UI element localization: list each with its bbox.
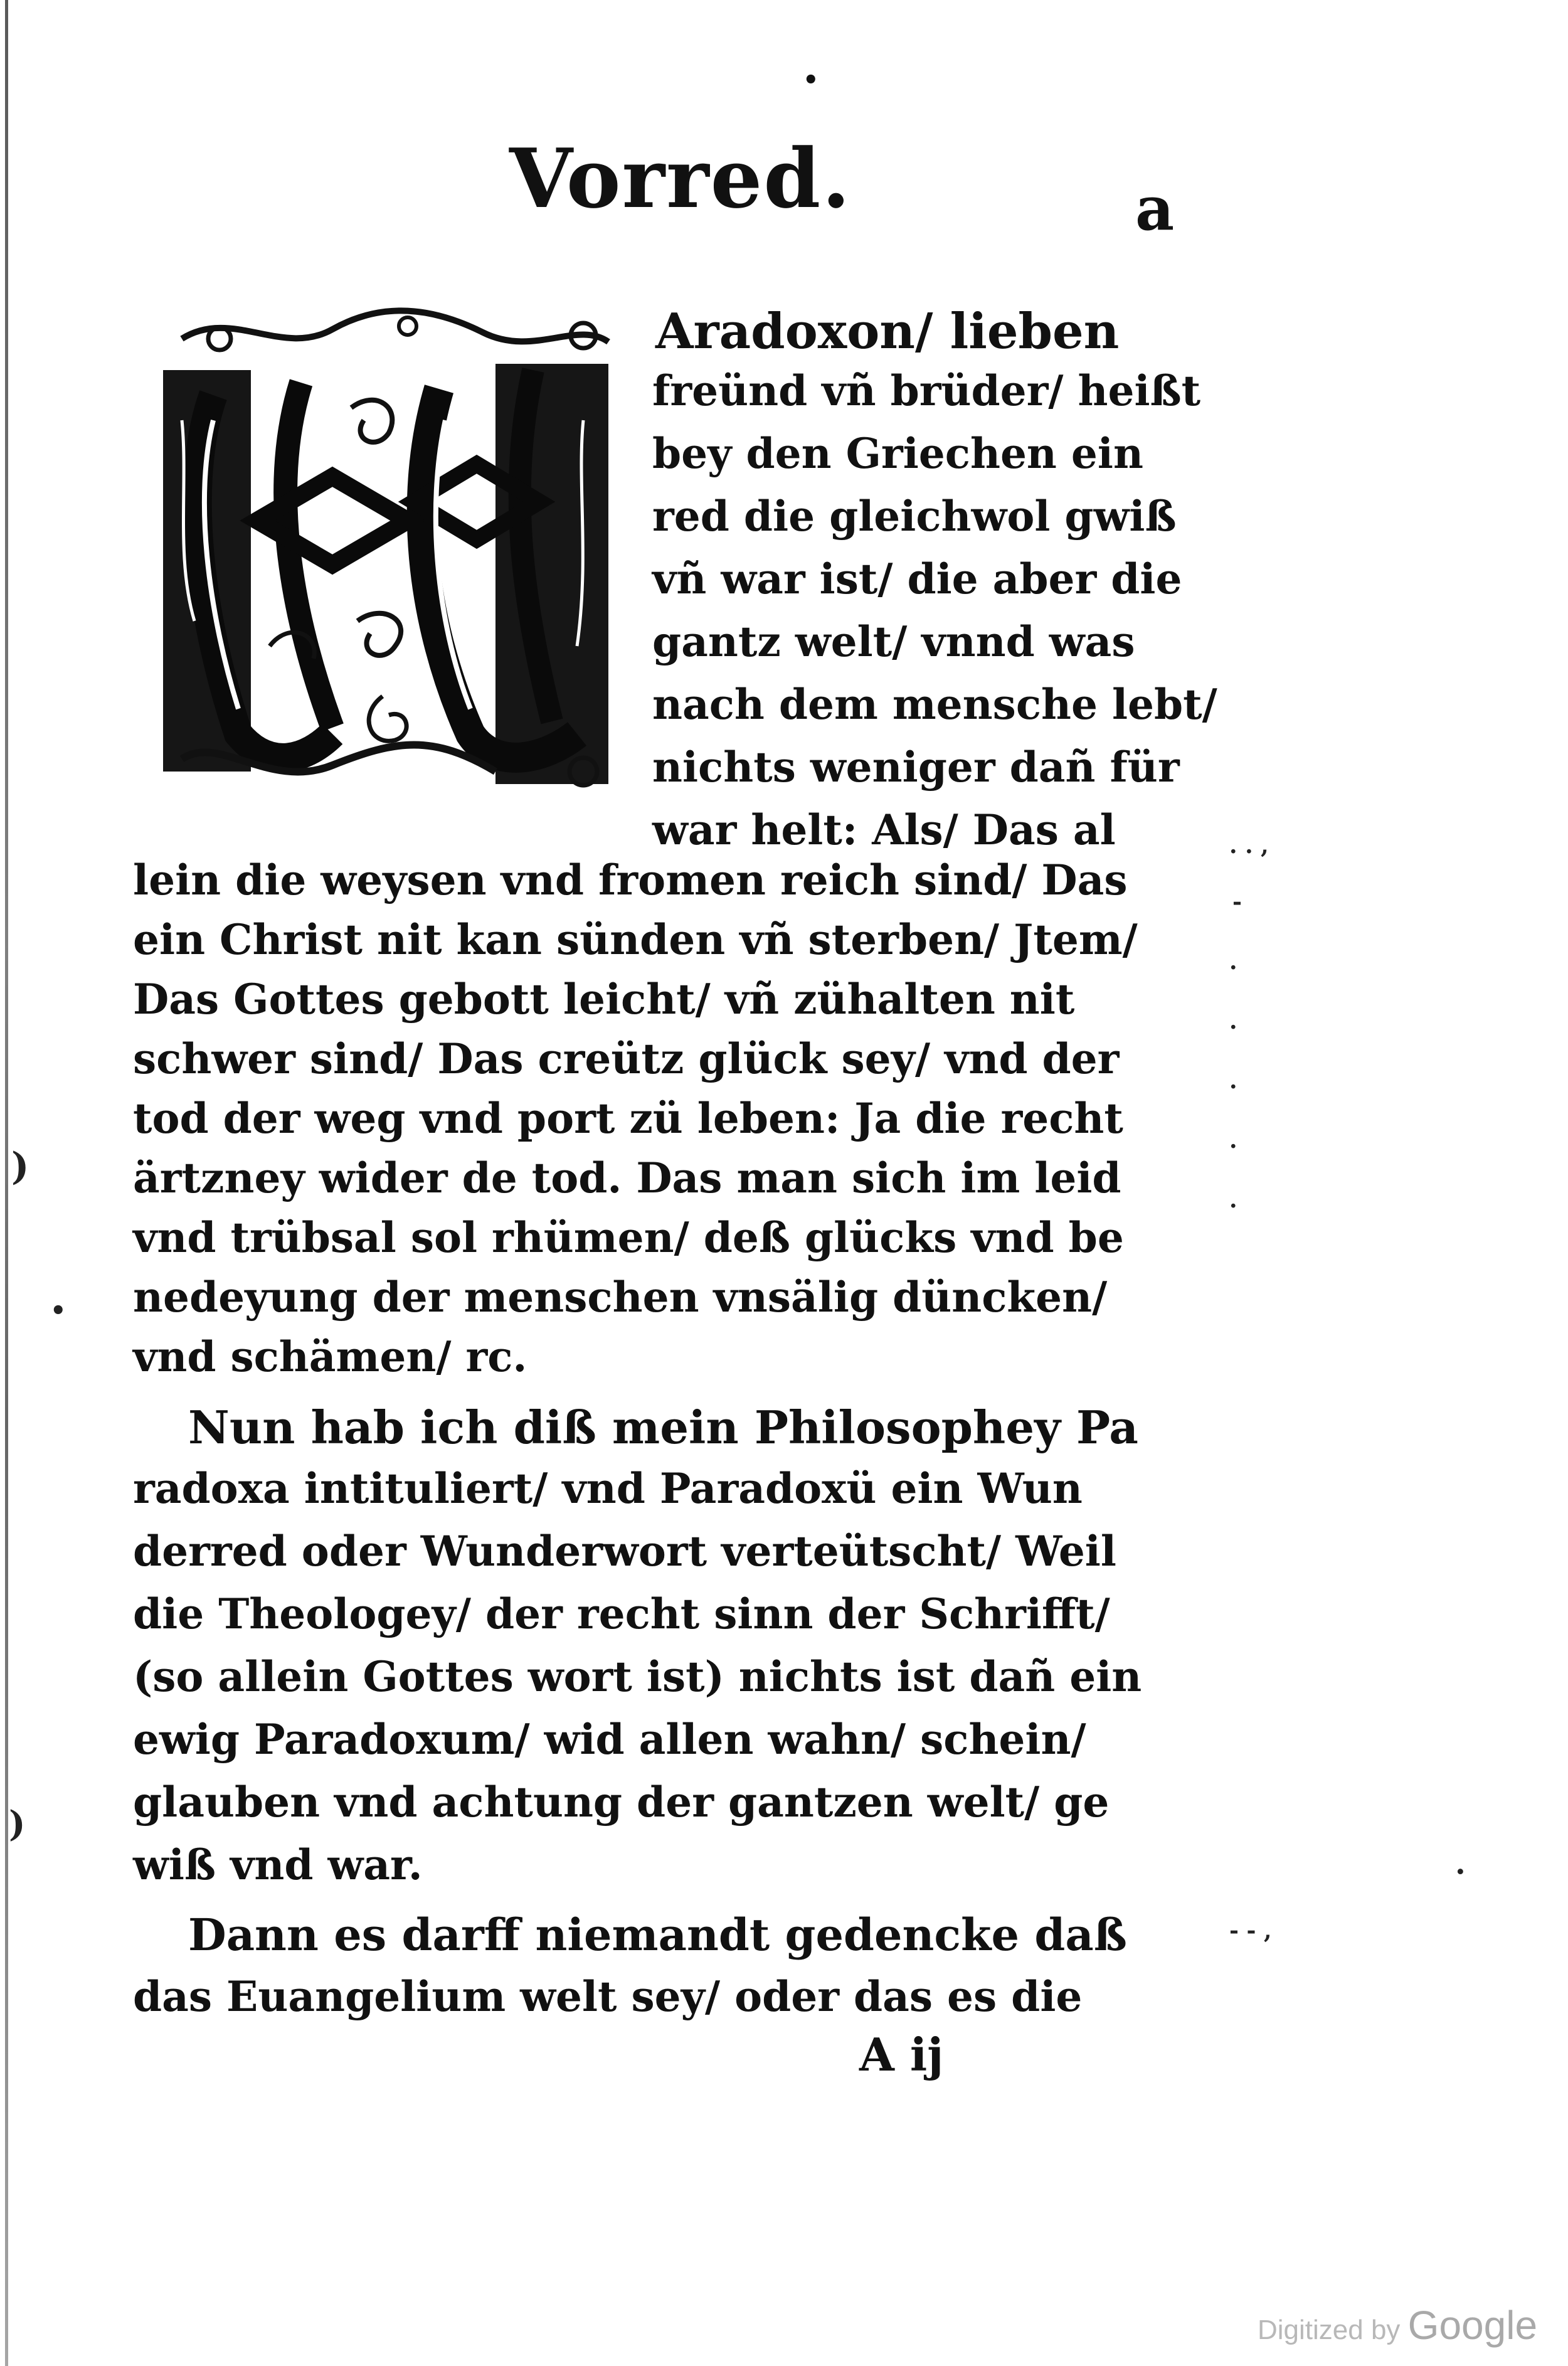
text-line: vnd schämen/ rc. xyxy=(133,1332,527,1381)
text-line: Nun hab ich diß mein Philosophey Pa xyxy=(188,1401,1138,1454)
digitized-watermark xyxy=(1258,2302,1537,2348)
running-head: Vorred. xyxy=(509,130,852,226)
text-line: glauben vnd achtung der gantzen welt/ ge xyxy=(133,1778,1110,1827)
text-line: lein die weysen vnd fromen reich sind/ Das xyxy=(133,856,1128,904)
text-line: derred oder Wunderwort verteütscht/ Weil xyxy=(133,1527,1116,1576)
text-line: ärtzney wider de tod. Das man sich im leid xyxy=(133,1154,1121,1202)
margin-speck: . xyxy=(1229,1187,1237,1213)
margin-speck: . xyxy=(1229,1068,1237,1094)
text-line: ein Christ nit kan sünden vñ sterben/ Jtem/ xyxy=(133,915,1138,964)
margin-speck: - - , xyxy=(1229,1918,1272,1944)
margin-speck: . xyxy=(1229,1008,1237,1034)
digitized-prefix: Digitized by xyxy=(1258,2315,1401,2345)
margin-speck: · xyxy=(1455,1854,1466,1889)
text-line: Aradoxon/ lieben xyxy=(655,303,1120,360)
text-line: Das Gottes gebott leicht/ vñ zühalten nit xyxy=(133,975,1075,1024)
text-line: (so allein Gottes wort ist) nichts ist dañ ein xyxy=(133,1652,1142,1701)
text-line: nach dem mensche lebt/ xyxy=(652,680,1217,729)
text-line: schwer sind/ Das creütz glück sey/ vnd der xyxy=(133,1034,1120,1083)
text-line: ewig Paradoxum/ wid allen wahn/ schein/ xyxy=(133,1715,1086,1764)
text-line: die Theologey/ der recht sinn der Schrifft/ xyxy=(133,1589,1110,1638)
signature-mark: A ij xyxy=(859,2028,944,2081)
top-printer-mark: • xyxy=(803,65,819,95)
google-wordmark: Google xyxy=(1407,2303,1538,2348)
text-line: vñ war ist/ die aber die xyxy=(652,554,1182,603)
margin-speck: . . , xyxy=(1229,832,1269,859)
margin-speck: - xyxy=(1232,889,1242,915)
text-line: bey den Griechen ein xyxy=(652,429,1143,478)
text-line: red die gleichwol gwiß xyxy=(652,492,1177,541)
margin-speck: . xyxy=(1229,1127,1237,1154)
text-line: Dann es darff niemandt gedencke daß xyxy=(188,1909,1127,1961)
margin-speck: ) xyxy=(11,1145,29,1189)
text-line: war helt: Als/ Das al xyxy=(652,805,1116,854)
text-line: nedeyung der menschen vnsälig düncken/ xyxy=(133,1273,1108,1322)
text-line: radoxa intituliert/ vnd Paradoxü ein Wun xyxy=(133,1464,1083,1513)
margin-speck: ) xyxy=(9,1803,26,1845)
text-line: vnd trübsal sol rhümen/ deß glücks vnd be xyxy=(133,1213,1124,1262)
text-line: tod der weg vnd port zü leben: Ja die recht xyxy=(133,1094,1123,1143)
text-line: das Euangelium welt sey/ oder das es die xyxy=(133,1972,1083,2021)
folio-signature: a xyxy=(1135,173,1175,244)
text-line: wiß vnd war. xyxy=(133,1840,423,1889)
text-line: nichts weniger dañ für xyxy=(652,743,1180,792)
text-line: freünd vñ brüder/ heißt xyxy=(652,366,1201,415)
margin-speck: . xyxy=(1229,948,1237,975)
binding-edge xyxy=(5,0,8,2366)
margin-speck: • xyxy=(50,1296,66,1325)
text-line: gantz welt/ vnnd was xyxy=(652,617,1135,666)
ornamental-initial-icon xyxy=(144,295,627,797)
